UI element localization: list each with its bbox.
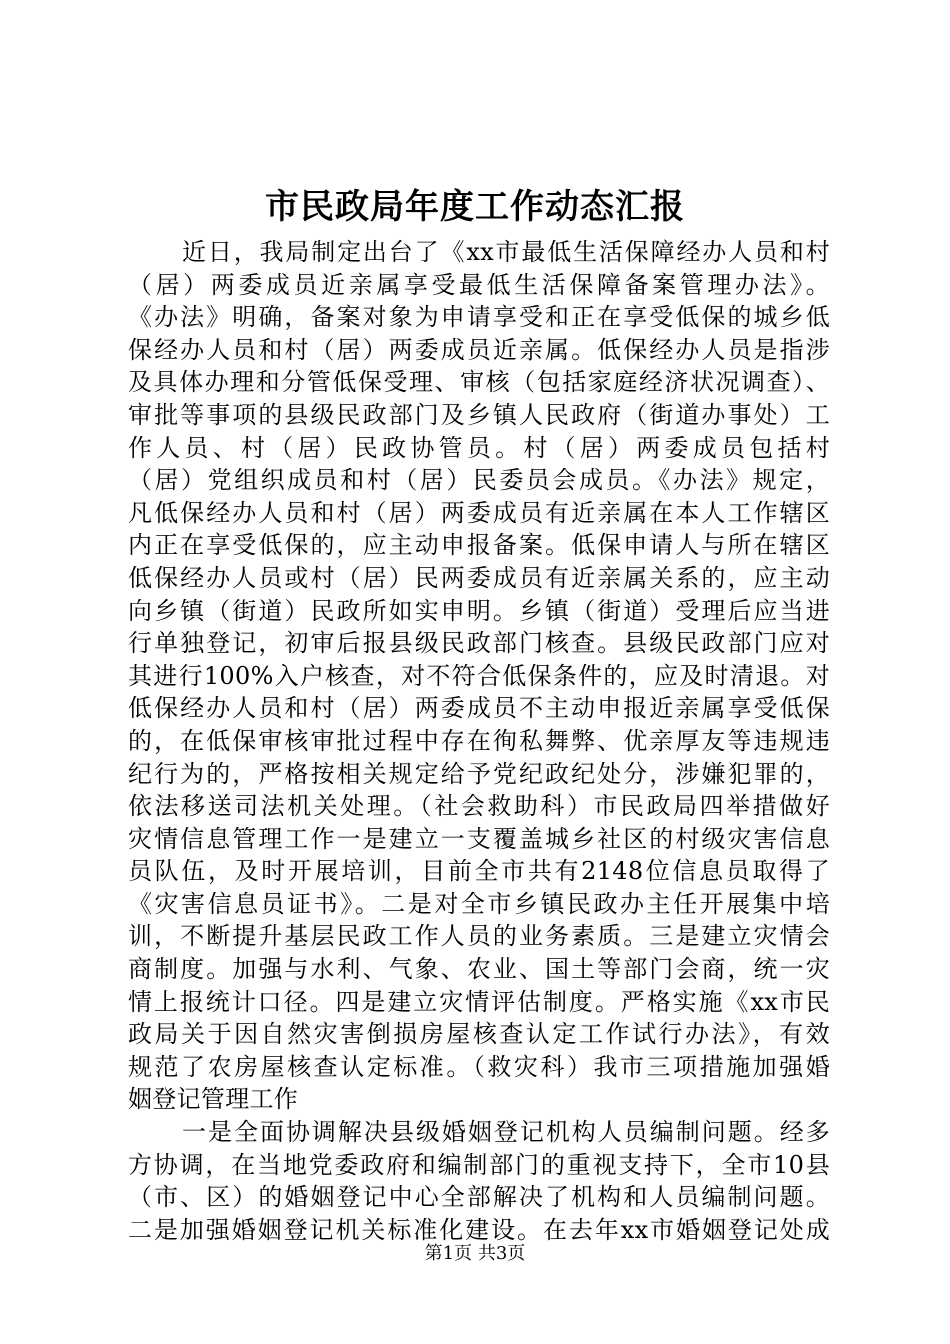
body-line: 低保经办人员和村（居）两委成员不主动申报近亲属享受低保 [128,694,830,723]
body-line: 保经办人员和村（居）两委成员近亲属。低保经办人员是指涉 [128,335,830,364]
body-line: 训，不断提升基层民政工作人员的业务素质。三是建立灾情会 [128,922,830,951]
body-line: 纪行为的，严格按相关规定给予党纪政纪处分，涉嫌犯罪的， [128,759,830,788]
body-line: 商制度。加强与水利、气象、农业、国土等部门会商，统一灾 [128,955,830,984]
body-line: 灾情信息管理工作一是建立一支覆盖城乡社区的村级灾害信息 [128,824,830,853]
body-line: 依法移送司法机关处理。（社会救助科）市民政局四举措做好 [128,792,830,821]
document-body [128,236,830,1246]
body-line: 凡低保经办人员和村（居）两委成员有近亲属在本人工作辖区 [128,498,830,527]
body-line: 《灾害信息员证书》。二是对全市乡镇民政办主任开展集中培 [128,889,830,918]
body-line: 一是全面协调解决县级婚姻登记机构人员编制问题。经多 [182,1118,830,1147]
body-line: 内正在享受低保的，应主动申报备案。低保申请人与所在辖区 [128,531,830,560]
body-line: 《办法》明确，备案对象为申请享受和正在享受低保的城乡低 [128,303,830,332]
body-line: 作人员、村（居）民政协管员。村（居）两委成员包括村 [128,433,830,462]
body-line: 其进行100%入户核查，对不符合低保条件的，应及时清退。对 [128,661,830,690]
body-line: 情上报统计口径。四是建立灾情评估制度。严格实施《xx市民 [128,987,830,1016]
body-line: 方协调，在当地党委政府和编制部门的重视支持下，全市10县 [128,1150,830,1179]
body-line: 员队伍，及时开展培训，目前全市共有2148位信息员取得了 [128,857,830,886]
body-line: （市、区）的婚姻登记中心全部解决了机构和人员编制问题。 [128,1183,830,1212]
body-line: 政局关于因自然灾害倒损房屋核查认定工作试行办法》，有效 [128,1020,830,1049]
document-title: 市民政局年度工作动态汇报 [265,187,685,227]
body-line: （居）党组织成员和村（居）民委员会成员。《办法》规定， [128,466,830,495]
body-line: 行单独登记，初审后报县级民政部门核查。县级民政部门应对 [128,629,830,658]
page-footer: 第1页 共3页 [424,1243,526,1264]
body-line: 规范了农房屋核查认定标准。（救灾科）我市三项措施加强婚 [128,1052,830,1081]
body-line: （居）两委成员近亲属享受最低生活保障备案管理办法》。 [128,270,830,299]
body-line: 向乡镇（街道）民政所如实申明。乡镇（街道）受理后应当进 [128,596,830,625]
body-line: 二是加强婚姻登记机关标准化建设。在去年xx市婚姻登记处成 [128,1215,830,1244]
body-line: 审批等事项的县级民政部门及乡镇人民政府（街道办事处）工 [128,400,830,429]
body-line: 的，在低保审核审批过程中存在徇私舞弊、优亲厚友等违规违 [128,726,830,755]
body-line: 近日，我局制定出台了《xx市最低生活保障经办人员和村 [182,238,830,266]
body-line: 姻登记管理工作 [128,1085,299,1114]
body-line: 及具体办理和分管低保受理、审核（包括家庭经济状况调查）、 [128,368,830,397]
body-line: 低保经办人员或村（居）民两委成员有近亲属关系的，应主动 [128,563,830,592]
